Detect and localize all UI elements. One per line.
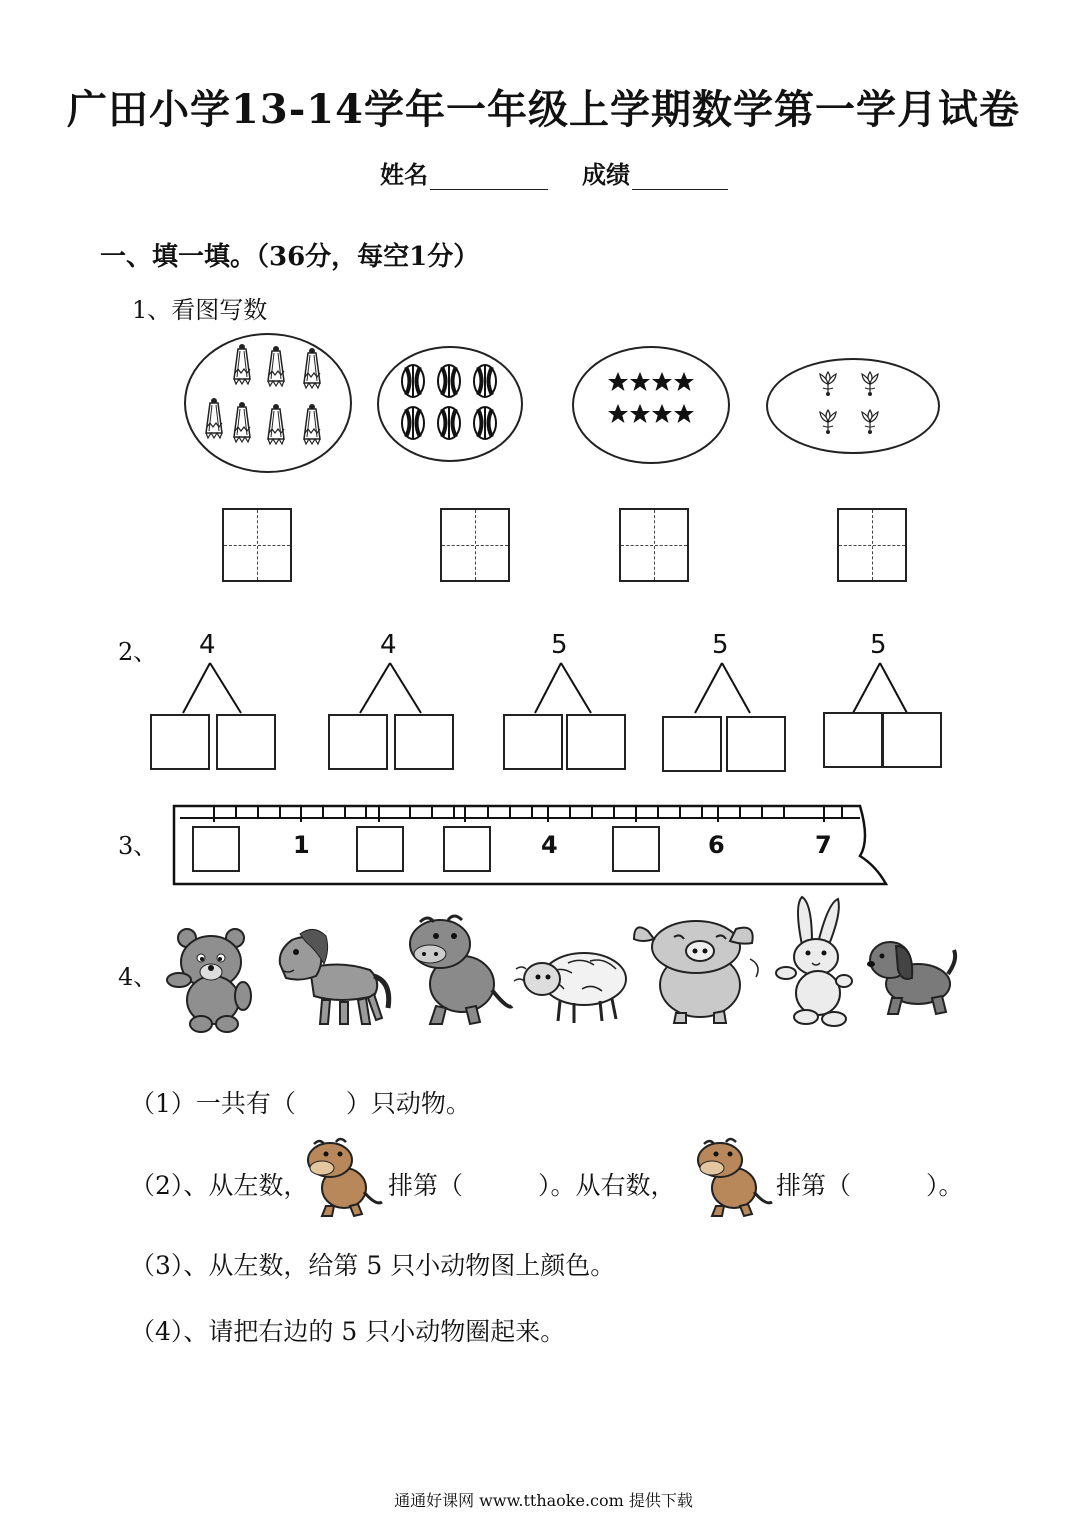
shuttlecock-icon bbox=[186, 335, 350, 471]
oval-flowers bbox=[766, 358, 940, 454]
answer-grid-2[interactable] bbox=[440, 508, 510, 582]
cow-icon bbox=[690, 1134, 780, 1218]
page-title: 广田小学13-14学年一年级上学期数学第一学月试卷 bbox=[67, 86, 1020, 133]
ruler-number: 7 bbox=[815, 831, 832, 859]
score-label: 成绩 bbox=[582, 160, 630, 189]
decomp-box[interactable] bbox=[823, 712, 883, 768]
ruler-number: 1 bbox=[293, 831, 310, 859]
sub-question-3: （3）、从左数，给第 5 只小动物图上颜色。 bbox=[130, 1251, 616, 1280]
bear-icon[interactable] bbox=[165, 922, 259, 1034]
ruler-box-1[interactable] bbox=[192, 826, 240, 872]
sheep-icon[interactable] bbox=[512, 935, 634, 1027]
oval-balls bbox=[377, 346, 523, 462]
star-icon bbox=[574, 348, 728, 462]
q2-label: 2、 bbox=[118, 638, 158, 666]
horse-icon[interactable] bbox=[270, 920, 400, 1034]
answer-grid-4[interactable] bbox=[837, 508, 907, 582]
decomp-box[interactable] bbox=[882, 712, 942, 768]
sub-question-2-part-b: 排第（ ）。从右数， bbox=[388, 1171, 676, 1200]
sub-question-1: （1）一共有（ ）只动物。 bbox=[130, 1089, 471, 1118]
answer-grid-3[interactable] bbox=[619, 508, 689, 582]
decomp-box[interactable] bbox=[726, 716, 786, 772]
q3-label: 3、 bbox=[118, 832, 158, 860]
decomp-box[interactable] bbox=[503, 714, 563, 770]
cow-icon bbox=[300, 1134, 390, 1218]
decomp-box[interactable] bbox=[328, 714, 388, 770]
ruler-number: 4 bbox=[541, 831, 558, 859]
oval-shuttlecocks bbox=[184, 333, 352, 473]
sub-question-4: （4）、请把右边的 5 只小动物圈起来。 bbox=[130, 1317, 566, 1346]
name-underline bbox=[430, 167, 548, 190]
decomp-number-1: 4 bbox=[199, 630, 216, 660]
decomposition-lines bbox=[0, 655, 1087, 720]
pig-icon[interactable] bbox=[630, 915, 770, 1025]
decomp-box[interactable] bbox=[394, 714, 454, 770]
ruler-box-3[interactable] bbox=[443, 826, 491, 872]
answer-grid-1[interactable] bbox=[222, 508, 292, 582]
decomp-box[interactable] bbox=[566, 714, 626, 770]
q4-label: 4、 bbox=[118, 963, 158, 991]
oval-stars bbox=[572, 346, 730, 464]
decomp-number-2: 4 bbox=[380, 630, 397, 660]
decomp-box[interactable] bbox=[216, 714, 276, 770]
decomp-number-3: 5 bbox=[551, 630, 568, 660]
dog-icon[interactable] bbox=[862, 932, 960, 1022]
ruler-number: 6 bbox=[708, 831, 725, 859]
name-field[interactable] bbox=[380, 155, 548, 190]
ruler bbox=[170, 800, 895, 892]
decomp-number-5: 5 bbox=[870, 630, 887, 660]
footer-credit: 通通好课网 www.tthaoke.com 提供下载 bbox=[394, 1491, 693, 1510]
ball-icon bbox=[379, 348, 521, 460]
flower-icon bbox=[768, 360, 938, 452]
decomp-box[interactable] bbox=[150, 714, 210, 770]
cow-icon[interactable] bbox=[400, 910, 520, 1030]
ruler-box-4[interactable] bbox=[612, 826, 660, 872]
ruler-box-2[interactable] bbox=[356, 826, 404, 872]
name-label: 姓名 bbox=[380, 160, 428, 189]
sub-question-2-part-a: （2）、从左数， bbox=[130, 1171, 309, 1200]
q1-label: 1、看图写数 bbox=[132, 296, 268, 324]
decomp-number-4: 5 bbox=[712, 630, 729, 660]
rabbit-icon[interactable] bbox=[772, 895, 862, 1030]
sub-question-2-part-c: 排第（ ）。 bbox=[776, 1171, 964, 1200]
section-heading: 一、填一填。（36分，每空1分） bbox=[100, 242, 480, 272]
score-underline bbox=[632, 167, 728, 190]
score-field[interactable] bbox=[582, 155, 728, 190]
decomp-box[interactable] bbox=[662, 716, 722, 772]
